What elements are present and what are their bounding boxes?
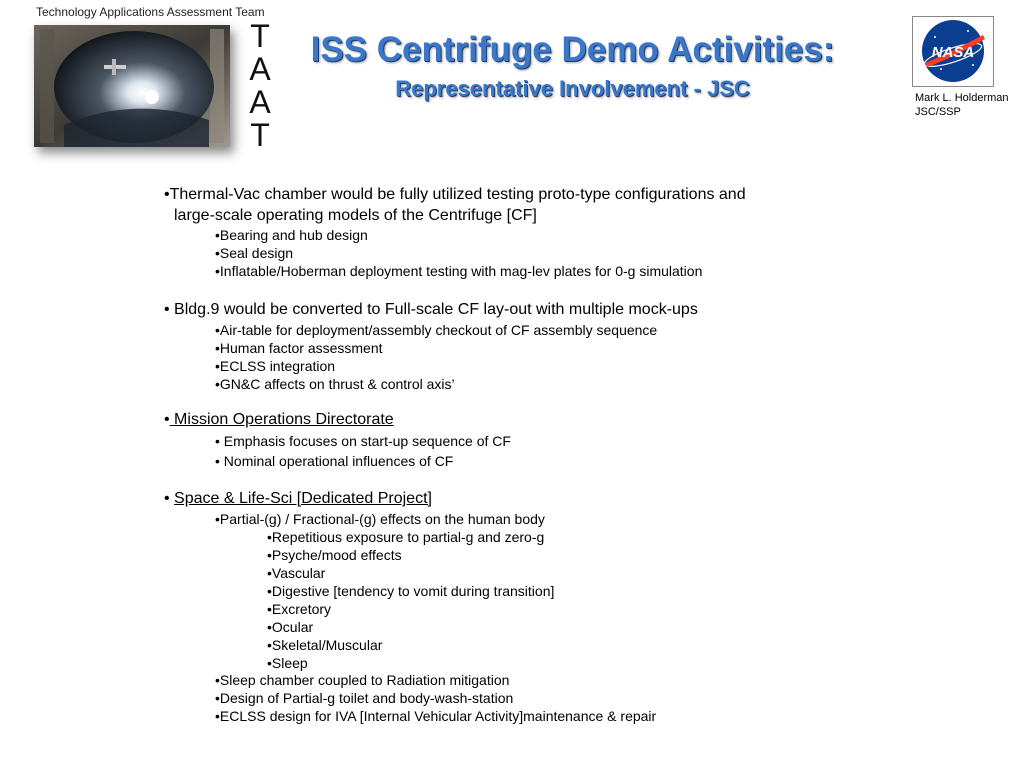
- sub-bullet: •Inflatable/Hoberman deployment testing with mag-lev plates for 0-g simulation: [215, 263, 703, 279]
- sub-sub-bullet: •Excretory: [267, 601, 332, 617]
- sub-bullet: • Nominal operational influences of CF: [215, 453, 454, 469]
- nasa-meatball-icon: [913, 17, 993, 86]
- sub-bullet: •Sleep chamber coupled to Radiation mitigation: [215, 672, 510, 688]
- sub-bullet: • Emphasis focuses on start-up sequence of CF: [215, 433, 511, 449]
- author-block: [915, 91, 1009, 119]
- bullet-thermal-vac-cont: large-scale operating models of the Centrifuge [CF]: [174, 207, 537, 224]
- sub-bullet: •Seal design: [215, 245, 294, 261]
- bullet-mission-ops: [164, 411, 394, 429]
- nasa-logo-text: NASA: [931, 44, 975, 61]
- bullet-symbol: •: [164, 490, 175, 507]
- sub-bullet: •Design of Partial-g toilet and body-wash-station: [215, 690, 514, 706]
- slide-title: ISS Centrifuge Demo Activities:: [310, 30, 835, 69]
- sub-bullet: •ECLSS integration: [215, 358, 336, 374]
- taat-letter: T: [250, 18, 270, 54]
- sub-bullet: •Partial-(g) / Fractional-(g) effects on the human body: [215, 511, 545, 527]
- sub-bullet: •Human factor assessment: [215, 340, 383, 356]
- author-name: Mark L. Holderman: [915, 92, 1009, 104]
- sub-sub-bullet: •Digestive [tendency to vomit during transition]: [267, 583, 555, 599]
- sub-sub-bullet: •Ocular: [267, 619, 314, 635]
- taat-vertical-label: [242, 20, 278, 152]
- sub-bullet: •Air-table for deployment/assembly checkout of CF assembly sequence: [215, 322, 658, 338]
- station-window-image: [34, 25, 230, 147]
- taat-letter: A: [249, 84, 271, 120]
- slide-subtitle: Representative Involvement - JSC: [395, 76, 750, 101]
- team-label: Technology Applications Assessment Team: [36, 5, 265, 19]
- bullet-symbol: •: [164, 411, 170, 428]
- mission-ops-heading: Mission Operations Directorate: [169, 411, 394, 428]
- sub-bullet: •ECLSS design for IVA [Internal Vehicular Activity]maintenance & repair: [215, 708, 657, 724]
- sub-bullet: •GN&C affects on thrust & control axis’: [215, 376, 455, 392]
- bullet-bldg9: • Bldg.9 would be converted to Full-scale CF lay-out with multiple mock-ups: [164, 301, 698, 318]
- sub-sub-bullet: •Vascular: [267, 565, 326, 581]
- sub-sub-bullet: •Skeletal/Muscular: [267, 637, 383, 653]
- sub-sub-bullet: •Repetitious exposure to partial-g and zero-g: [267, 529, 545, 545]
- station-window-photo: [34, 25, 230, 147]
- bullet-space-life-sci: [164, 490, 432, 508]
- nasa-logo: [912, 16, 994, 87]
- sub-bullet: •Bearing and hub design: [215, 227, 368, 243]
- sub-sub-bullet: •Psyche/mood effects: [267, 547, 402, 563]
- space-life-sci-heading: Space & Life-Sci [Dedicated Project]: [174, 490, 432, 507]
- taat-letter: T: [250, 117, 270, 153]
- sub-sub-bullet: •Sleep: [267, 655, 308, 671]
- taat-letter: A: [249, 51, 271, 87]
- author-org: JSC/SSP: [915, 106, 961, 118]
- bullet-thermal-vac: •Thermal-Vac chamber would be fully utilized testing proto-type configurations and: [164, 186, 746, 203]
